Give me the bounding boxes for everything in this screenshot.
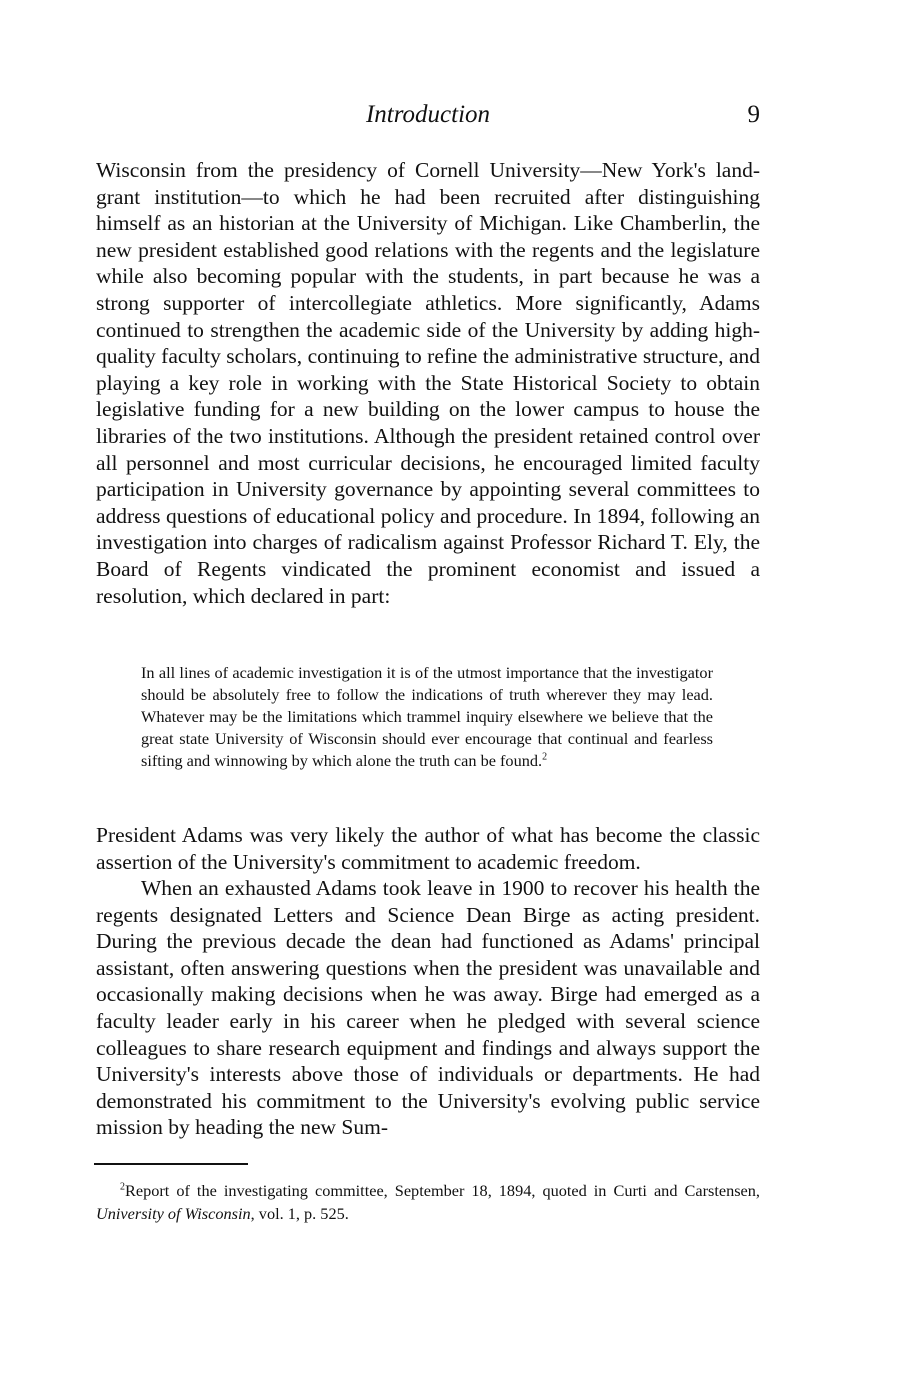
block-quotation-text: In all lines of academic investigation it is of the utmost importance that the investigator should be absolutely free to follow the indications of truth wherever they may lead. Whatever may be the limitations which trammel inquiry elsewhere we believe that the great state University of Wisconsin should ever encourage that continual and fearless sifting and winnowing by which alone the truth can be found. [141, 663, 713, 771]
footnote-number: 2 [120, 1181, 125, 1193]
running-head [96, 98, 760, 132]
body-paragraph-1: Wisconsin from the presidency of Cornell University—New York's land-grant institution—to which he had been recruited after distinguishing himself as an historian at the University of Michigan. Like Chamberlin, the new president established good relations with the regents and the legislature while also becoming popular with the students, in part because he was a strong supporter of intercollegiate athletics. More significantly, Adams continued to strengthen the academic side of the University by adding high-quality faculty scholars, continuing to refine the administrative structure, and playing a key role in working with the State Historical Society to obtain legislative funding for a new building on the lower campus to house the libraries of the two institutions. Although the president retained control over all personnel and most curricular decisions, he encouraged limited faculty participation in University governance by appointing several committees to address questions of educational policy and procedure. In 1894, following an investigation into charges of radicalism against Professor Richard T. Ely, the Board of Regents vindicated the prominent economist and issued a resolution, which declared in part: [96, 158, 760, 608]
page-number: 9 [747, 101, 760, 128]
footnote-reference-mark: 2 [542, 751, 548, 763]
footnote-text-end: , vol. 1, p. 525. [250, 1203, 349, 1223]
running-head-title: Introduction [365, 101, 491, 128]
block-quotation [141, 662, 713, 772]
body-paragraph-2: President Adams was very likely the author of what has become the classic assertion of the University's commitment to academic freedom. [96, 823, 760, 874]
footnote-book-title: University of Wisconsin [96, 1203, 251, 1223]
body-paragraph-3: When an exhausted Adams took leave in 1900 to recover his health the regents designated Letters and Science Dean Birge as acting president. During the previous decade the dean had functioned as Adams' principal assistant, often answering questions when the president was unavailable and occasionally making decisions when he was away. Birge had emerged as a faculty leader early in his career when he pledged with several science colleagues to share research equipment and findings and always support the University's interests above those of individuals or departments. He had demonstrated his commitment to the University's evolving public service mission by heading the new Sum- [96, 876, 760, 1140]
footnote-text-start: Report of the investigating committee, September 18, 1894, quoted in Curti and Carstensen, [125, 1181, 760, 1200]
footnote-divider [94, 1163, 248, 1165]
footnote [96, 1180, 760, 1225]
